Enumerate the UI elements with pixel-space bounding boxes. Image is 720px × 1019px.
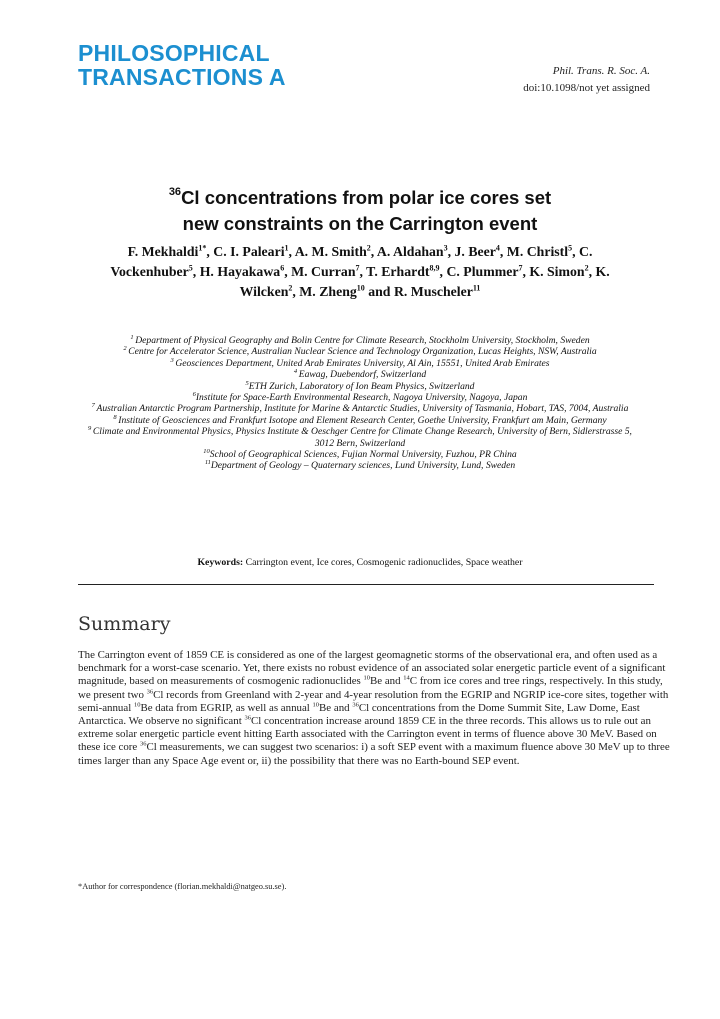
affiliation-item [85,335,635,346]
author-separator: , [439,264,447,279]
author-affiliation-marker: 10 [356,283,365,293]
affiliation-text: Australian Antarctic Program Partnership, Institute for Marine & Antarctic Studies, University of Tasmania, Hobart, TAS, 7004, Australia [96,403,629,415]
title-isotope-superscript: 36 [168,185,182,198]
affiliation-text: Department of Physical Geography and Bolin Centre for Climate Research, Stockholm University, Stockholm, Sweden [135,335,590,346]
author-affiliation-marker: 4 [495,243,500,253]
keywords-line [85,557,635,568]
affiliation-number: 1 [130,333,136,341]
author-name: F. Mekhaldi [127,244,199,259]
affiliation-number: 8 [113,413,119,421]
affiliation-text: Geosciences Department, United Arab Emirates University, Al Ain, 15551, United Arab Emirates [175,357,550,369]
author-separator: , [572,244,580,259]
author-affiliation-marker: 2 [288,283,293,293]
affiliation-number: 3 [170,356,176,364]
affiliation-text: Centre for Accelerator Science, Australian Nuclear Science and Technology Organization, Lucas Heights, NSW, Australia [128,346,597,358]
author-affiliation-marker: 2 [584,263,589,273]
affiliation-item [85,381,635,392]
affiliation-text: Department of Geology – Quaternary sciences, Lund University, Lund, Sweden [210,460,516,472]
author-name: A. M. Smith [294,244,367,259]
author-affiliation-marker: 7 [518,263,523,273]
summary-heading: Summary [78,613,171,635]
author-separator: and [364,284,394,299]
isotope-superscript: 36 [146,687,154,695]
author-name: C. I. Paleari [213,244,285,259]
affiliation-item [85,392,635,403]
author-affiliation-marker: 7 [355,263,360,273]
author-affiliation-marker: 5 [188,263,193,273]
author-name: A. Aldahan [376,244,444,259]
summary-text: Cl records from Greenland with 2-year and 4-year resolution from the EGRIP and NGRIP ice-core sites, together with semi-annual [78,688,669,714]
author-separator: , [522,264,530,279]
affiliation-item [85,403,635,414]
affiliation-text: Institute of Geosciences and Frankfurt Isotope and Element Research Center, Goethe University, Frankfurt am Main, Germany [118,414,607,426]
author-separator: , [284,264,292,279]
author-affiliation-marker: 6 [280,263,285,273]
author-affiliation-marker: 2 [366,243,371,253]
author-affiliation-marker: 1* [198,243,207,253]
affiliation-number: 2 [123,345,129,353]
author-name: R. Muscheler [393,284,473,299]
author-affiliation-marker: 8,9 [429,263,440,273]
affiliation-item [85,369,635,380]
affiliation-text: ETH Zurich, Laboratory of Ion Beam Physics, Switzerland [248,380,475,392]
section-divider [78,584,654,585]
author-separator: , [192,264,200,279]
journal-abbreviation: Phil. Trans. R. Soc. A. [552,65,650,77]
author-name: C. Plummer [446,264,519,279]
journal-logo [78,41,286,89]
correspondence-footnote: *Author for correspondence (florian.mekhaldi@natgeo.su.se). [78,882,287,891]
isotope-superscript: 14 [403,674,410,682]
affiliation-item [85,426,635,449]
summary-text: Be and [319,701,353,714]
paper-title [80,185,640,237]
summary-text: Cl concentration increase around 1859 CE in the three records. This allows us to rule out an extreme solar energetic particle event hitting Earth associated with the Carrington event in terms of fluence above 30 MeV. Based on these ice core [78,715,657,754]
affiliation-number: 10 [203,447,210,455]
affiliation-number: 4 [293,368,299,376]
author-name: M. Zheng [299,284,357,299]
author-separator: , [447,244,455,259]
author-name: M. Curran [291,264,356,279]
isotope-superscript: 36 [352,701,359,709]
summary-text: C from ice cores and tree rings, respectively. In this study, we present two [78,675,663,701]
affiliation-number: 9 [88,425,93,433]
affiliation-item [85,358,635,369]
author-affiliation-marker: 1 [284,243,289,253]
summary-text: Cl measurements, we can suggest two scenarios: i) a soft SEP event with a maximum fluence above 30 MeV up to three times larger than any Space Age event or, ii) the possibility that there was no Earth-bound SEP event. [78,741,670,767]
isotope-superscript: 36 [139,740,147,748]
author-name: K. Wilcken [239,264,610,299]
affiliation-item [85,449,635,460]
journal-name-line1: PHILOSOPHICAL [78,40,270,66]
journal-name-line2: TRANSACTIONS A [78,64,286,90]
author-name: C. Vockenhuber [110,244,593,279]
isotope-superscript: 36 [244,714,251,722]
affiliation-text: Institute for Space-Earth Environmental Research, Nagoya University, Nagoya, Japan [195,392,528,404]
citation-block [523,63,650,97]
author-separator: , [206,244,214,259]
author-separator: , [499,244,507,259]
author-name: H. Hayakawa [199,264,281,279]
affiliation-text: Eawag, Duebendorf, Switzerland [298,369,427,381]
summary-text: Cl concentrations from the Dome Summit Site, Law Dome, East Antarctica. We observe no significant [78,701,640,728]
isotope-superscript: 10 [133,701,141,709]
author-affiliation-marker: 5 [568,243,573,253]
author-separator: , [370,244,377,259]
author-name: T. Erhardt [366,264,430,279]
keywords-text: Carrington event, Ice cores, Cosmogenic radionuclides, Space weather [243,557,523,568]
affiliation-number: 11 [204,459,211,467]
author-separator: , [359,264,367,279]
affiliation-item [85,346,635,357]
affiliation-text: Climate and Environmental Physics, Physics Institute & Oeschger Centre for Climate Change Research, University of Bern, Sidlerstrasse 5, 3012 Bern, Switzerland [92,426,632,449]
author-affiliation-marker: 3 [443,243,448,253]
summary-text: The Carrington event of 1859 CE is considered as one of the largest geomagnetic storms of the observational era, and often used as a benchmark for a worst-case scenario. Yet, there exists no robust evidence of an associated solar energetic particle event of a significant magnitude, based on measurements of cosmogenic radionuclides [78,649,666,688]
affiliation-number: 5 [245,379,249,387]
affiliation-number: 7 [91,402,97,410]
author-separator: , [288,244,295,259]
author-list [90,242,630,302]
keywords-label: Keywords: [197,557,244,568]
isotope-superscript: 10 [312,701,320,709]
author-name: M. Christl [506,244,569,259]
affiliation-list [85,335,635,472]
author-separator: , [292,284,300,299]
summary-paragraph [78,649,672,768]
affiliation-item [85,415,635,426]
author-name: K. Simon [529,264,585,279]
doi-text: doi:10.1098/not yet assigned [523,82,650,94]
author-separator: , [588,264,596,279]
affiliation-item [85,460,635,471]
title-line1: Cl concentrations from polar ice cores set [181,187,552,208]
summary-text: Be data from EGRIP, as well as annual [140,701,313,714]
title-line2: new constraints on the Carrington event [182,213,538,234]
isotope-superscript: 10 [363,674,370,682]
summary-text: Be and [370,675,404,688]
affiliation-text: School of Geographical Sciences, Fujian Normal University, Fuzhou, PR China [209,449,517,461]
author-name: J. Beer [454,244,496,259]
author-affiliation-marker: 11 [472,283,481,293]
affiliation-number: 6 [192,390,196,398]
